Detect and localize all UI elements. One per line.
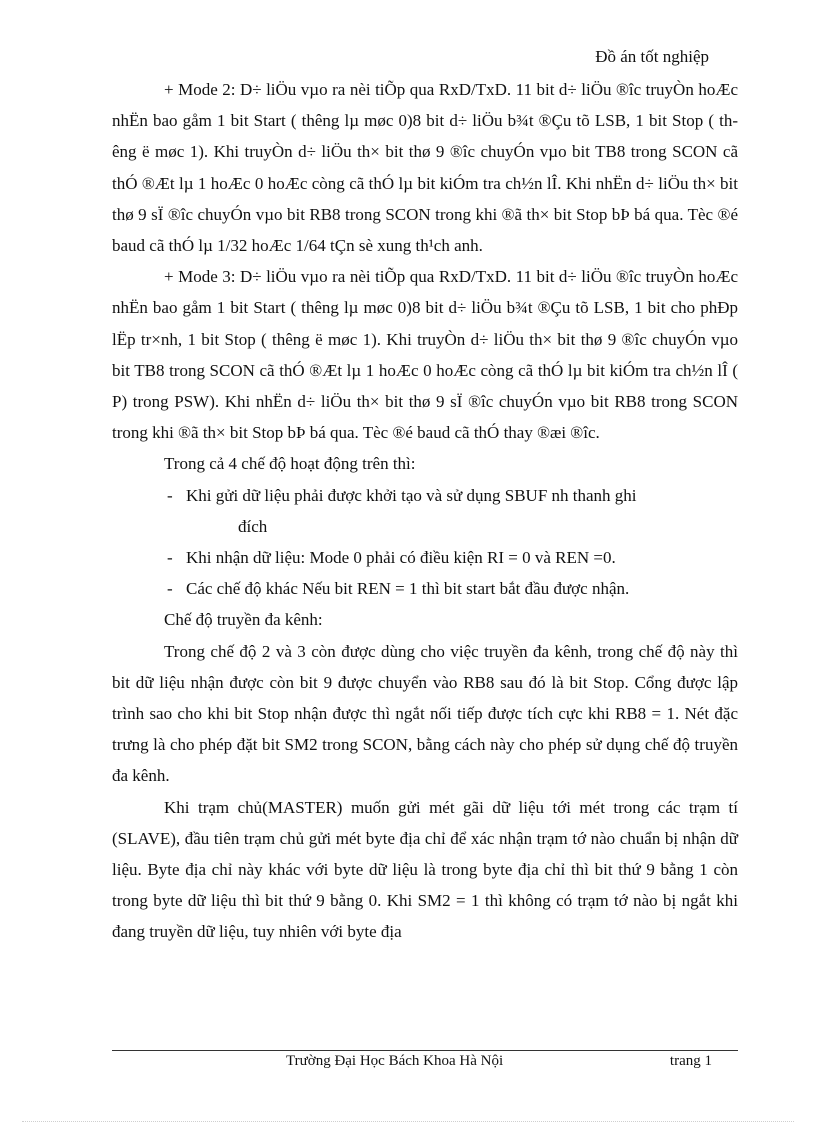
bullet-text: Khi nhận dữ liệu: Mode 0 phải có điều kiện RI = 0 và REN =0. (186, 548, 616, 568)
section-heading-multi-channel: Chế độ truyền đa kênh: (164, 610, 323, 630)
bullet-text: Khi gửi dữ liệu phải được khởi tạo và sử dụng SBUF nh thanh ghi (186, 485, 637, 505)
bullet-item (112, 573, 738, 604)
page-boundary (22, 1121, 794, 1122)
bullet-item (112, 480, 738, 511)
bullet-dash: - (167, 548, 173, 568)
footer-page-number: trang 1 (669, 1053, 712, 1069)
bullet-dash: - (167, 579, 173, 599)
paragraph-multi-channel-2: Khi trạm chủ(MASTER) muốn gửi mét gãi dữ liệu tới mét trong các trạm tí (SLAVE), đầu tiên trạm chủ gửi mét byte địa chỉ để xác nhận trạm tớ nào chuẩn bị nhận dữ liệu. Byte địa chỉ này khác với byte dữ liệu là trong byte địa chỉ thì bit thứ 9 bằng 1 còn trong byte dữ liệu thì bit thứ 9 bằng 0. Khi SM2 = 1 thì không có trạm tớ nào bị ngắt khi đang truyền dữ liệu, tuy nhiên với byte địa (112, 797, 738, 942)
footer-school: Trường Đại Học Bách Khoa Hà Nội (286, 1053, 504, 1069)
bullet-text: Các chế độ khác Nếu bit REN = 1 thì bit start bắt đầu được nhận. (186, 579, 630, 599)
bullet-item (112, 542, 738, 573)
body-text (112, 74, 738, 948)
paragraph-multi-channel-1: Trong chế độ 2 và 3 còn được dùng cho việc truyền đa kênh, trong chế độ này thì bit dữ liệu nhận được còn bit 9 được chuyển vào RB8 sau đó là bit Stop. Cổng được lập trình sao cho khi bit Stop nhận được thì ngắt nối tiếp được tích cực khi RB8 = 1. Nét đặc trưng là cho phép đặt bit SM2 trong SCON, bằng cách này cho phép sử dụng chế độ truyền đa kênh. (112, 641, 738, 786)
paragraph-mode-2: + Mode 2: D÷ liÖu vµo ra nèi tiÕp qua RxD/TxD. 11 bit d÷ liÖu ®îc truyÒn hoÆc nhËn bao gåm 1 bit Start ( thêng lµ møc 0)8 bit d÷ liÖu b¾t ®Çu tõ LSB, 1 bit Stop ( thêng ë møc 1). Khi truyÒn d÷ liÖu th× bit thø 9 ®îc chuyÓn vµo bit TB8 trong SCON cã thÓ ®Æt lµ 1 hoÆc 0 hoÆc còng cã thÓ lµ bit kiÓm tra ch½n lÎ. Khi nhËn d÷ liÖu th× bit thø 9 sÏ ®îc chuyÓn vµo bit RB8 trong SCON trong khi ®ã th× bit Stop bÞ bá qua. Tèc ®é baud cã thÓ lµ 1/32 hoÆc 1/64 tÇn sè xung th¹ch anh. (112, 80, 738, 256)
paragraph-mode-3: + Mode 3: D÷ liÖu vµo ra nèi tiÕp qua RxD/TxD. 11 bit d÷ liÖu ®îc truyÒn hoÆc nhËn bao gåm 1 bit Start ( thêng lµ møc 0)8 bit d÷ liÖu b¾t ®Çu tõ LSB, 1 bit cho phÐp lËp tr×nh, 1 bit Stop ( thêng ë møc 1). Khi truyÒn d÷ liÖu th× bit thø 9 ®îc chuyÓn vµo bit TB8 trong SCON cã thÓ ®Æt lµ 1 hoÆc 0 hoÆc còng cã thÓ lµ bit kiÓm tra ch½n lÎ ( P) trong PSW). Khi nhËn d÷ liÖu th× bit thø 9 sÏ ®îc chuyÓn vµo bit RB8 trong SCON trong khi ®ã th× bit Stop bÞ bá qua. Tèc ®é baud cã thÓ thay ®æi ®îc. (112, 267, 738, 443)
footer-divider (112, 1050, 738, 1051)
bullet-dash: - (167, 485, 173, 505)
paragraph-all-modes-intro: Trong cả 4 chế độ hoạt động trên thì: (164, 454, 416, 474)
footer (112, 1053, 738, 1077)
header-title: Đồ án tốt nghiệp (595, 47, 709, 66)
bullet-continuation: đích (238, 516, 268, 536)
